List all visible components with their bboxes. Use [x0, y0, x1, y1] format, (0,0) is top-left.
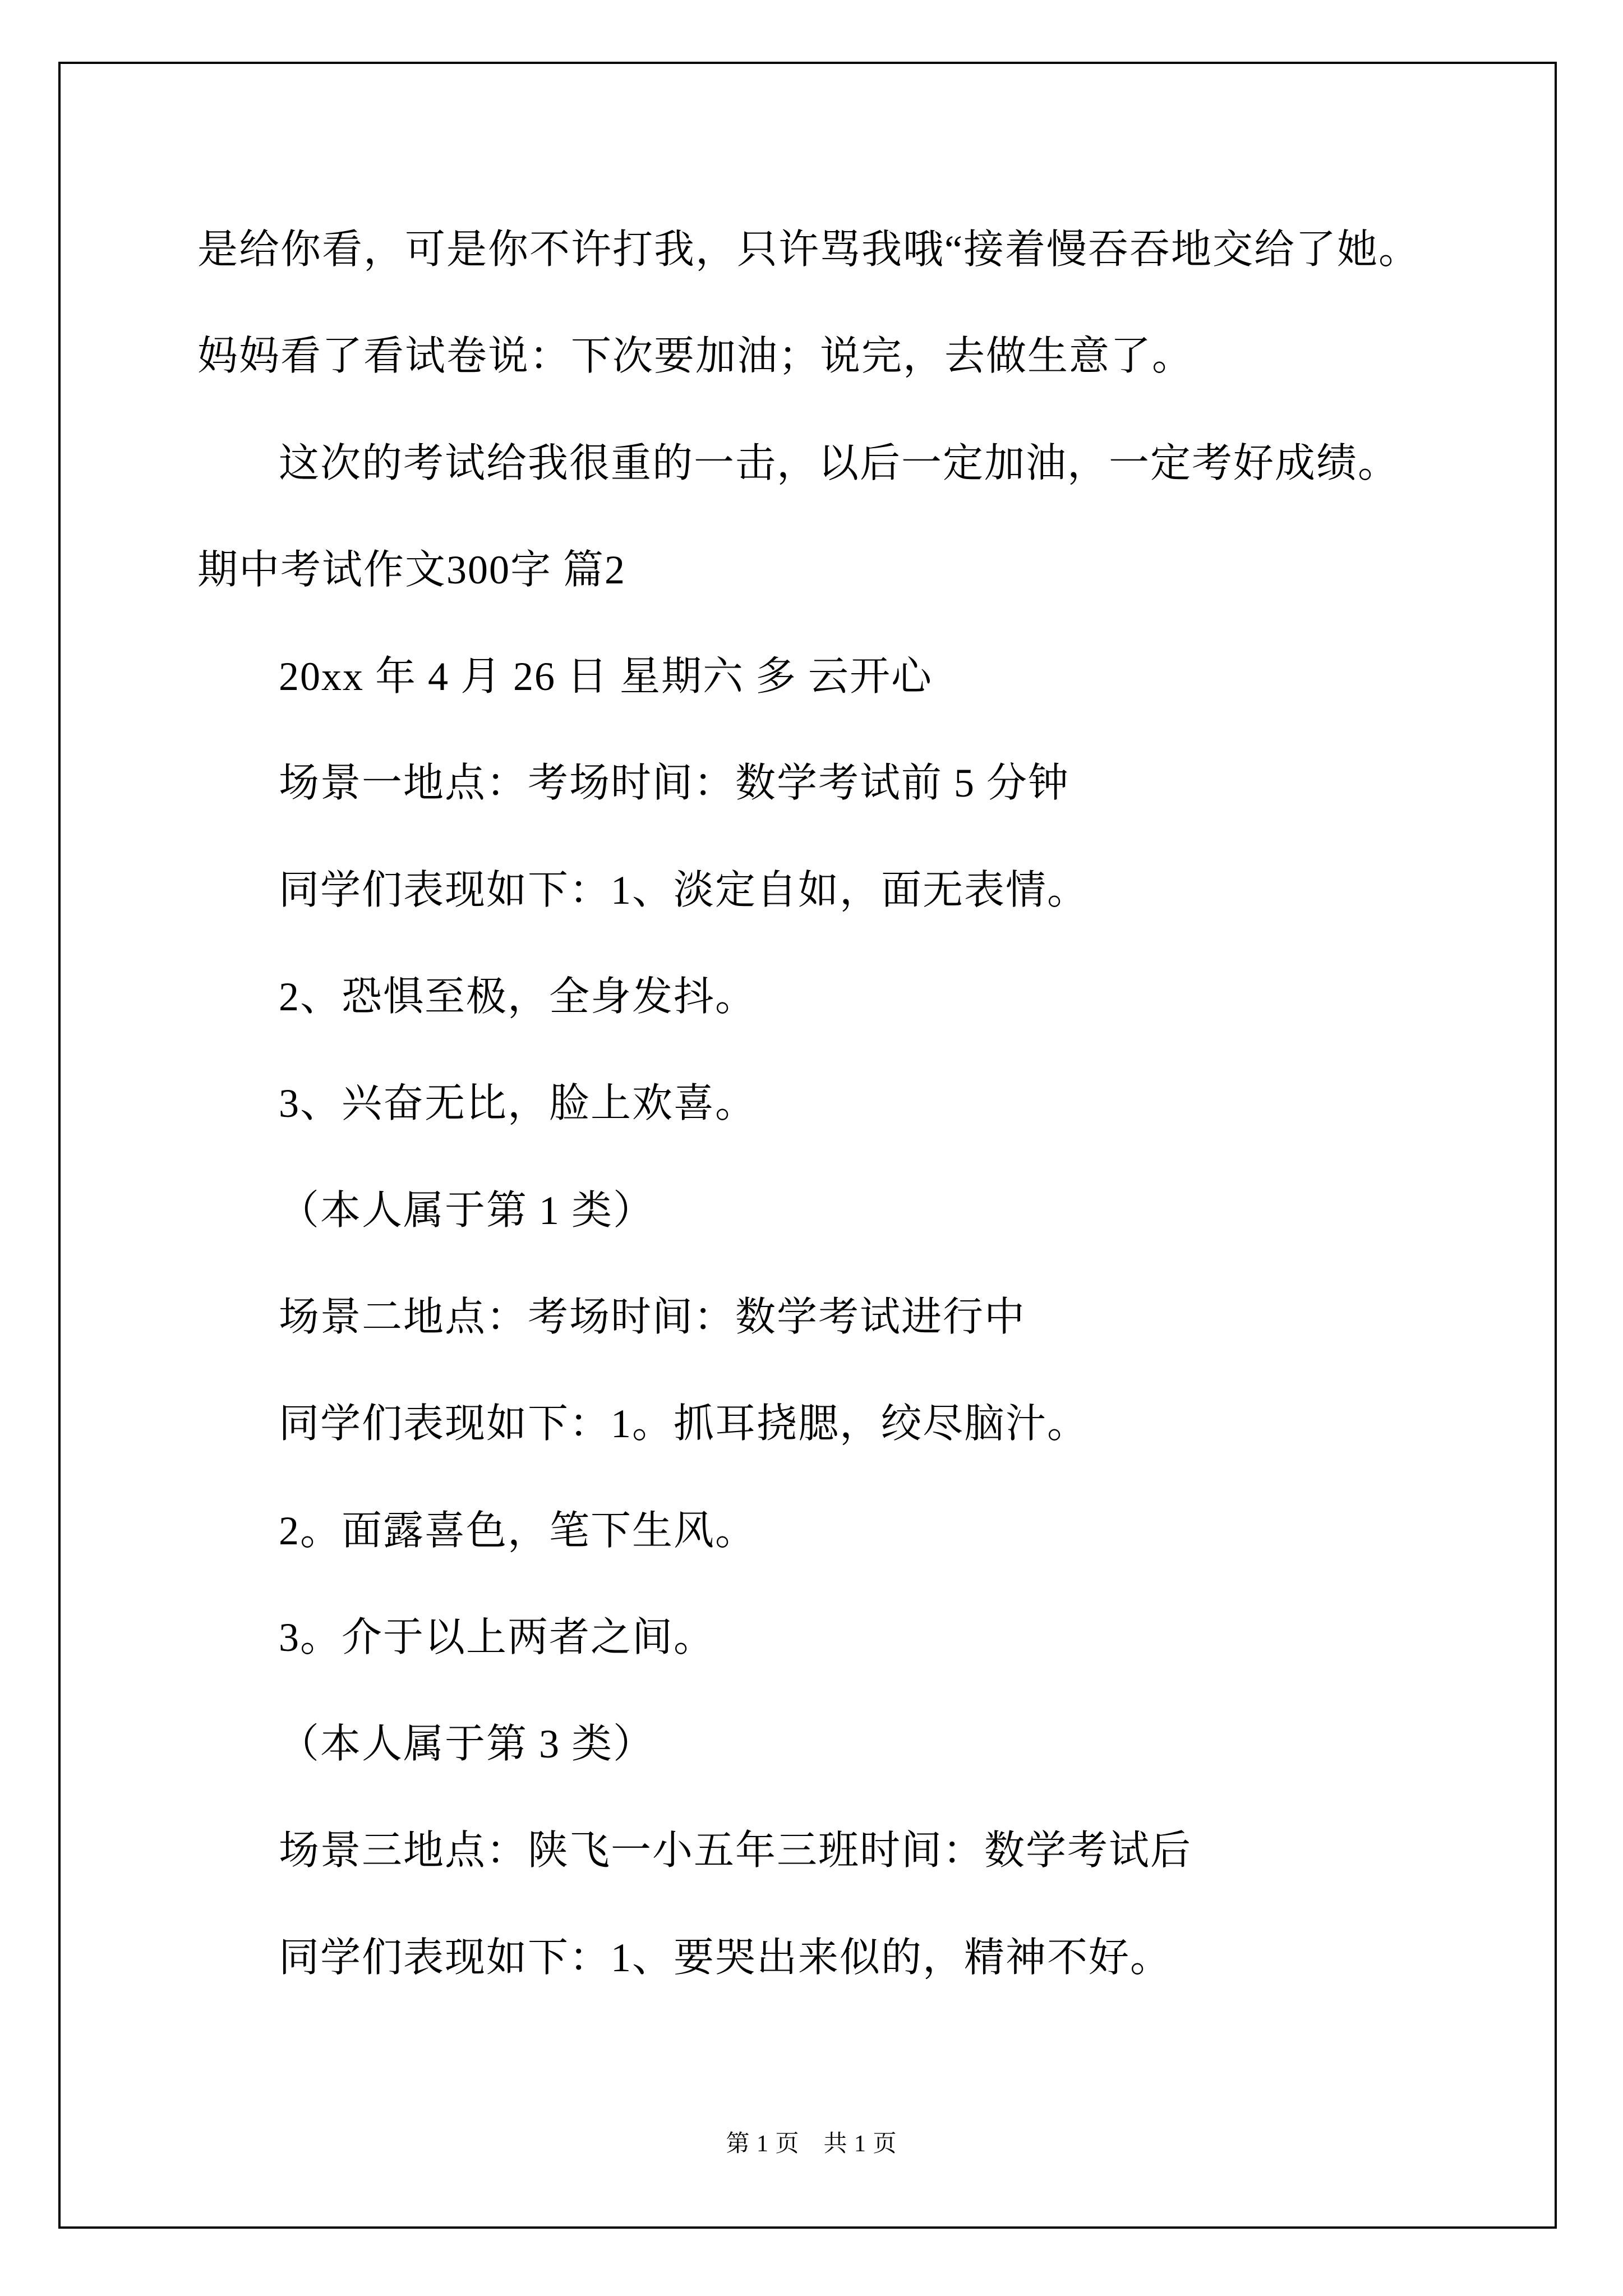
document-body	[197, 196, 1465, 2011]
paragraph: 这次的考试给我很重的一击，以后一定加油，一定考好成绩。	[279, 440, 1400, 486]
paragraph: （本人属于第 1 类）	[279, 1188, 655, 1233]
paragraph: 同学们表现如下：1、淡定自如，面无表情。	[279, 867, 1089, 913]
paragraph: 同学们表现如下：1。抓耳挠腮，绞尽脑汁。	[279, 1401, 1089, 1447]
paragraph: 场景一地点：考场时间：数学考试前 5 分钟	[279, 761, 1070, 806]
paragraph: 2。面露喜色，笔下生风。	[279, 1508, 757, 1553]
paragraph: 是给你看，可是你不许打我，只许骂我哦“接着慢吞吞地交给了她。	[197, 227, 1420, 272]
paragraph: 场景二地点：考场时间：数学考试进行中	[279, 1294, 1026, 1340]
page-footer: 第 1 页 共 1 页	[726, 2131, 897, 2157]
paragraph: 场景三地点：陕飞一小五年三班时间：数学考试后	[279, 1828, 1192, 1874]
paragraph: 2、恐惧至极，全身发抖。	[279, 974, 757, 1020]
paragraph: 20xx 年 4 月 26 日 星期六 多 云开心	[279, 654, 933, 700]
paragraph: 期中考试作文300字 篇2	[197, 547, 626, 592]
paragraph: 妈妈看了看试卷说：下次要加油；说完，去做生意了。	[197, 334, 1194, 379]
paragraph: 3。介于以上两者之间。	[279, 1614, 716, 1660]
paragraph: 同学们表现如下：1、要哭出来似的，精神不好。	[279, 1935, 1172, 1980]
paragraph: 3、兴奋无比，脸上欢喜。	[279, 1081, 757, 1126]
paragraph: （本人属于第 3 类）	[279, 1722, 655, 1767]
